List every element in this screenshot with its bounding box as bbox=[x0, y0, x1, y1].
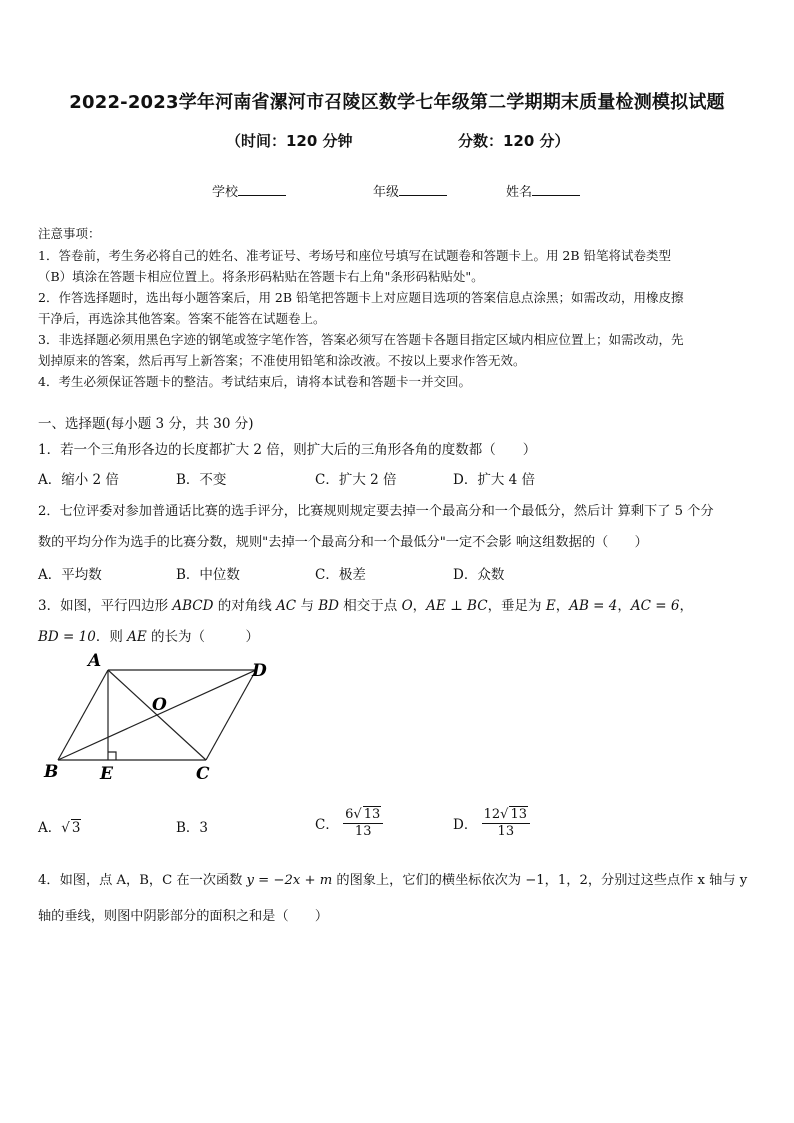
q2-option-b: B．中位数 bbox=[176, 567, 240, 583]
notes-line: 3．非选择题必须用黑色字迹的钢笔或签字笔作答，答案必须写在答题卡各题目指定区域内相应位置上；如需改动，先 bbox=[38, 332, 684, 347]
notes-line: （B）填涂在答题卡相应位置上。将条形码粘贴在答题卡右上角"条形码粘贴处"。 bbox=[38, 269, 484, 284]
label-o: O bbox=[152, 695, 167, 715]
notes-line: 1．答卷前，考生务必将自己的姓名、准考证号、考场号和座位号填写在试题卷和答题卡上。用 2B 铅笔将试卷类型 bbox=[38, 248, 672, 263]
q3-option-d: D． $\frac{12√ 13}{13}$ bbox=[453, 806, 530, 840]
exam-score: 分数：120 分） bbox=[458, 132, 570, 150]
q2-option-d: D．众数 bbox=[453, 567, 505, 583]
label-e: E bbox=[100, 764, 113, 784]
label-a: A bbox=[88, 651, 102, 671]
diagonal-bd bbox=[58, 670, 256, 760]
q2-option-a: A．平均数 bbox=[38, 567, 102, 583]
right-angle-mark bbox=[108, 752, 116, 760]
edge-dc bbox=[206, 670, 256, 760]
name-label: 姓名 bbox=[506, 185, 533, 200]
edge-ab bbox=[58, 670, 108, 760]
parallelogram-figure bbox=[38, 648, 278, 788]
grade-field bbox=[373, 181, 447, 200]
notes-line: 干净后，再选涂其他答案。答案不能答在试题卷上。 bbox=[38, 311, 326, 326]
q1-option-b: B．不变 bbox=[176, 472, 227, 488]
q1-option-a: A．缩小 2 倍 bbox=[38, 472, 119, 488]
q3-stem-line1: 3．如图，平行四边形 ABCD 的对角线 AC 与 BD 相交于点 O，AE ⊥ BC，垂足为 E，AB = 4，AC = 6， bbox=[38, 598, 693, 614]
q1-stem: 1．若一个三角形各边的长度都扩大 2 倍，则扩大后的三角形各角的度数都（ ） bbox=[38, 442, 537, 458]
grade-label: 年级 bbox=[373, 185, 400, 200]
label-d: D bbox=[252, 661, 267, 681]
q1-option-c: C．扩大 2 倍 bbox=[315, 472, 397, 488]
notes-line: 划掉原来的答案，然后再写上新答案；不准使用铅笔和涂改液。不按以上要求作答无效。 bbox=[38, 353, 526, 368]
page-title: 2022-2023学年河南省漯河市召陵区数学七年级第二学期期末质量检测模拟试题 bbox=[69, 92, 725, 113]
label-b: B bbox=[44, 762, 59, 782]
q3-option-c: C． $\frac{6√ 13}{13}$ bbox=[315, 806, 383, 840]
exam-time: （时间：120 分钟 bbox=[226, 132, 353, 150]
school-blank bbox=[238, 183, 286, 196]
section-heading: 一、选择题(每小题 3 分，共 30 分) bbox=[38, 416, 254, 432]
grade-blank bbox=[399, 183, 447, 196]
notes-line: 4．考生必须保证答题卡的整洁。考试结束后，请将本试卷和答题卡一并交回。 bbox=[38, 374, 471, 389]
q4-stem-line1: 4．如图，点 A，B，C 在一次函数 y = −2x + m 的图象上，它们的横坐标依次为 −1，1，2，分别过这些点作 x 轴与 y bbox=[38, 873, 748, 888]
q2-stem-line1: 2．七位评委对参加普通话比赛的选手评分，比赛规则规定要去掉一个最高分和一个最低分，然后计 算剩下了 5 个分 bbox=[38, 504, 714, 519]
name-blank bbox=[532, 183, 580, 196]
q4-stem-line2: 轴的垂线，则图中阴影部分的面积之和是（ ） bbox=[38, 909, 329, 924]
q2-option-c: C．极差 bbox=[315, 567, 366, 583]
q1-option-d: D．扩大 4 倍 bbox=[453, 472, 535, 488]
q3-option-b: B．3 bbox=[176, 820, 209, 836]
school-field bbox=[212, 181, 286, 200]
name-field bbox=[506, 181, 580, 200]
q2-stem-line2: 数的平均分作为选手的比赛分数，规则"去掉一个最高分和一个最低分"一定不会影 响这组数据的（ ） bbox=[38, 535, 648, 550]
label-c: C bbox=[196, 764, 210, 784]
notes-heading: 注意事项： bbox=[38, 226, 101, 241]
notes-line: 2．作答选择题时，选出每小题答案后，用 2B 铅笔把答题卡上对应题目选项的答案信息点涂黑；如需改动，用橡皮擦 bbox=[38, 290, 684, 305]
school-label: 学校 bbox=[212, 185, 239, 200]
q3-stem-line2: BD = 10．则 AE 的长为（ ） bbox=[38, 629, 260, 645]
q3-option-a: A．√ 3 bbox=[38, 820, 81, 836]
